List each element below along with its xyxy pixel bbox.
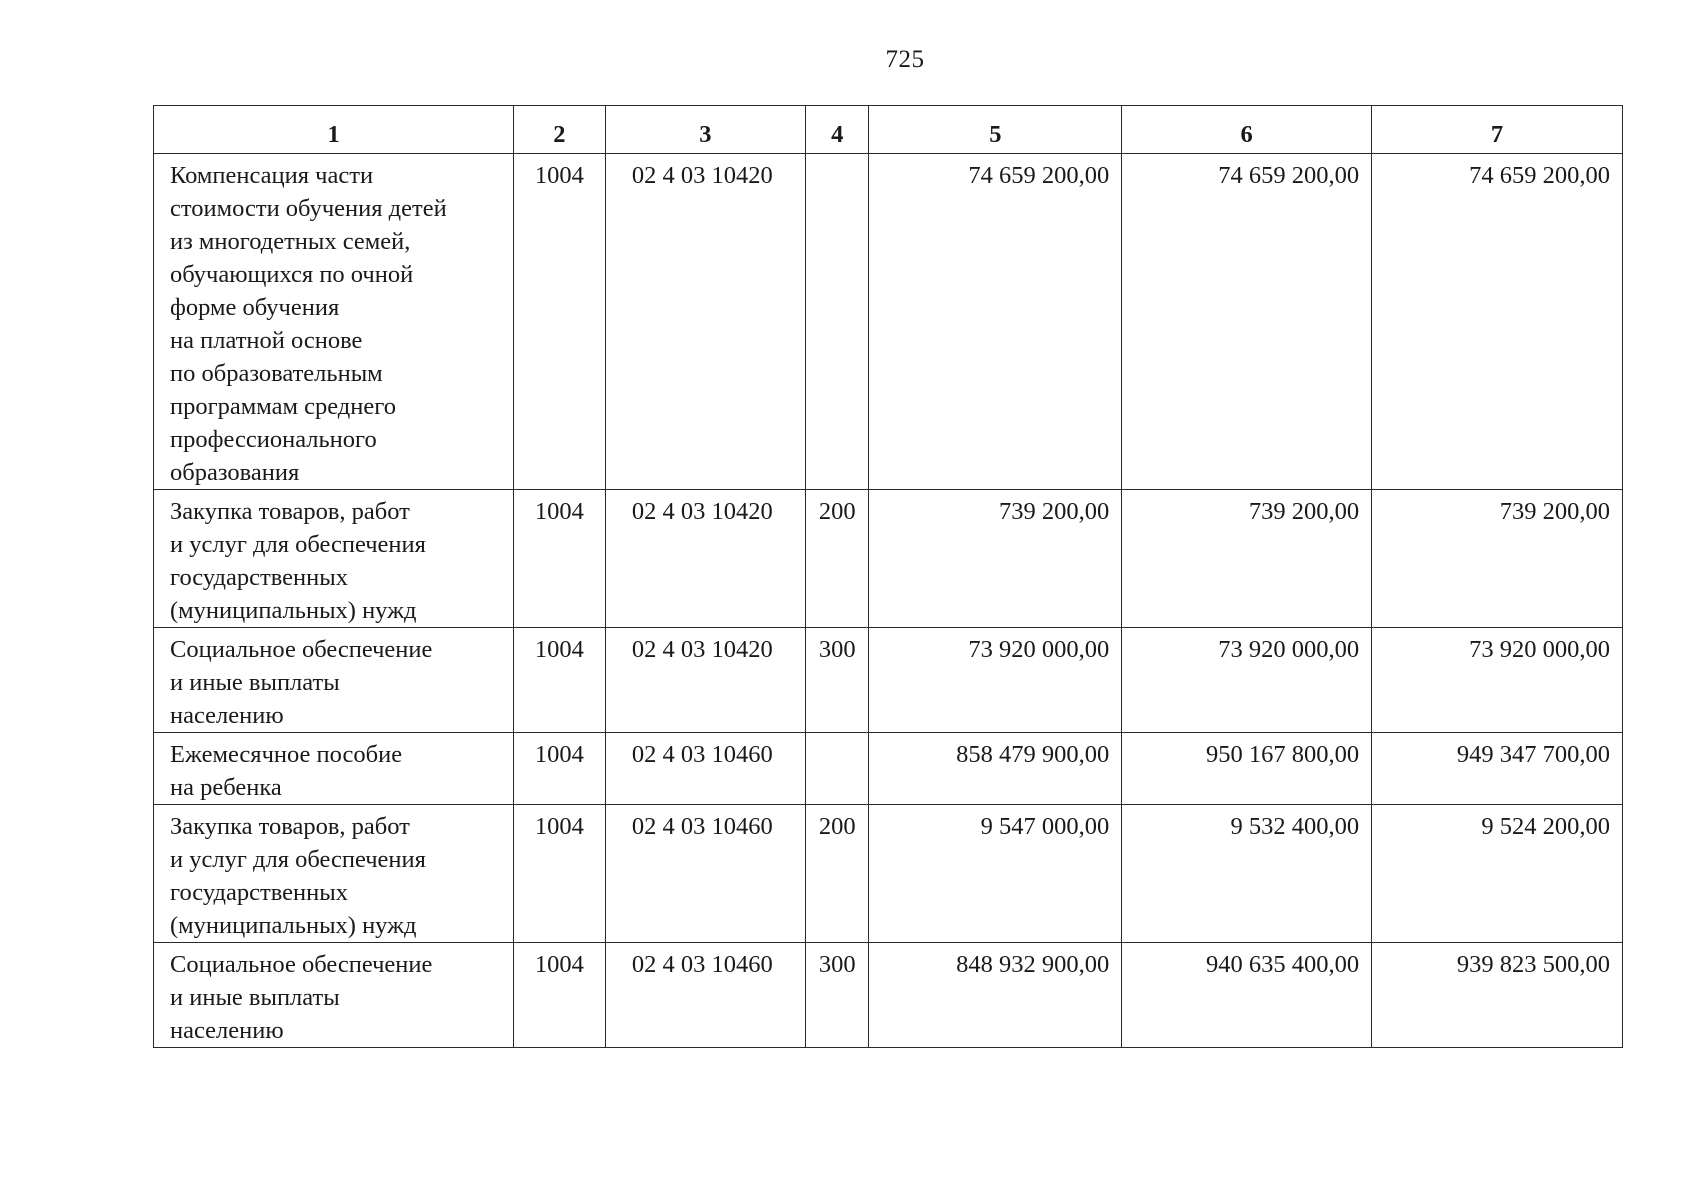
- row-section-code: 1004: [514, 805, 605, 943]
- row-section-code: 1004: [514, 628, 605, 733]
- row-section-code: 1004: [514, 154, 605, 490]
- row-expense-kind: 200: [806, 490, 869, 628]
- row-amount-col5: 73 920 000,00: [869, 628, 1122, 733]
- row-section-code: 1004: [514, 490, 605, 628]
- column-header-6: 6: [1122, 106, 1372, 154]
- row-target-code: 02 4 03 10420: [605, 628, 806, 733]
- row-target-code: 02 4 03 10420: [605, 490, 806, 628]
- row-amount-col7: 939 823 500,00: [1372, 943, 1623, 1048]
- page-number: 725: [885, 46, 925, 73]
- header-row: [154, 106, 1623, 154]
- row-name: Закупка товаров, работ и услуг для обеспечения государственных (муниципальных) нужд: [154, 805, 514, 943]
- row-amount-col5: 858 479 900,00: [869, 733, 1122, 805]
- row-expense-kind: 300: [806, 628, 869, 733]
- row-amount-col6: 73 920 000,00: [1122, 628, 1372, 733]
- budget-table: [153, 105, 1623, 1048]
- table-row: [154, 154, 1623, 490]
- row-expense-kind: [806, 733, 869, 805]
- row-amount-col6: 9 532 400,00: [1122, 805, 1372, 943]
- row-name: Закупка товаров, работ и услуг для обеспечения государственных (муниципальных) нужд: [154, 490, 514, 628]
- row-section-code: 1004: [514, 733, 605, 805]
- row-target-code: 02 4 03 10460: [605, 943, 806, 1048]
- row-amount-col5: 848 932 900,00: [869, 943, 1122, 1048]
- table-row: [154, 490, 1623, 628]
- row-amount-col7: 739 200,00: [1372, 490, 1623, 628]
- row-target-code: 02 4 03 10420: [605, 154, 806, 490]
- row-expense-kind: 300: [806, 943, 869, 1048]
- column-header-2: 2: [514, 106, 605, 154]
- column-header-3: 3: [605, 106, 806, 154]
- row-name: Социальное обеспечение и иные выплаты населению: [154, 943, 514, 1048]
- table-row: [154, 733, 1623, 805]
- row-expense-kind: 200: [806, 805, 869, 943]
- row-amount-col5: 9 547 000,00: [869, 805, 1122, 943]
- column-header-1: 1: [154, 106, 514, 154]
- row-amount-col6: 950 167 800,00: [1122, 733, 1372, 805]
- row-target-code: 02 4 03 10460: [605, 805, 806, 943]
- row-expense-kind: [806, 154, 869, 490]
- row-name: Социальное обеспечение и иные выплаты населению: [154, 628, 514, 733]
- row-target-code: 02 4 03 10460: [605, 733, 806, 805]
- row-name: Компенсация части стоимости обучения детей из многодетных семей, обучающихся по очной форме обучения на платной основе по образовательным программам среднего профессионального образования: [154, 154, 514, 490]
- column-header-4: 4: [806, 106, 869, 154]
- row-name: Ежемесячное пособие на ребенка: [154, 733, 514, 805]
- row-amount-col6: 739 200,00: [1122, 490, 1372, 628]
- row-amount-col7: 9 524 200,00: [1372, 805, 1623, 943]
- row-amount-col5: 739 200,00: [869, 490, 1122, 628]
- row-amount-col7: 949 347 700,00: [1372, 733, 1623, 805]
- row-amount-col5: 74 659 200,00: [869, 154, 1122, 490]
- row-section-code: 1004: [514, 943, 605, 1048]
- row-amount-col6: 940 635 400,00: [1122, 943, 1372, 1048]
- row-amount-col7: 74 659 200,00: [1372, 154, 1623, 490]
- table-row: [154, 805, 1623, 943]
- table-row: [154, 943, 1623, 1048]
- row-amount-col6: 74 659 200,00: [1122, 154, 1372, 490]
- table-row: [154, 628, 1623, 733]
- row-amount-col7: 73 920 000,00: [1372, 628, 1623, 733]
- column-header-5: 5: [869, 106, 1122, 154]
- column-header-7: 7: [1372, 106, 1623, 154]
